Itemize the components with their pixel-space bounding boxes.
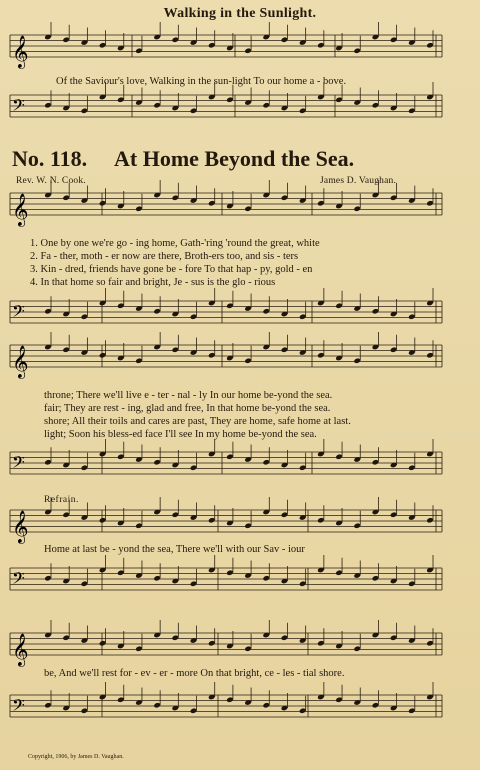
verse-line: fair; They are rest - ing, glad and free, In that home be-yond the sea. bbox=[44, 403, 331, 414]
verse-line: throne; There we'll live e - ter - nal - ly In our home be-yond the sea. bbox=[44, 390, 333, 401]
verse-line: shore; All their toils and cares are past, They are home, safe home at last. bbox=[44, 416, 351, 427]
staff bbox=[10, 288, 442, 325]
treble-clef-icon: 𝄞 bbox=[12, 510, 29, 543]
staff bbox=[10, 555, 442, 592]
treble-clef-icon: 𝄞 bbox=[12, 345, 29, 378]
refrain-line: be, And we'll rest for - ev - er - more On that bright, ce - les - tial shore. bbox=[44, 668, 345, 679]
staff bbox=[10, 620, 442, 667]
verse-line: light; Soon his bless-ed face I'll see In my home be-yond the sea. bbox=[44, 429, 317, 440]
hymn-number: No. 118. bbox=[12, 146, 88, 171]
verse-line: 2. Fa - ther, moth - er now are there, Broth-ers too, and sis - ters bbox=[30, 251, 299, 262]
staff bbox=[10, 22, 442, 69]
treble-clef-icon: 𝄞 bbox=[12, 193, 29, 226]
staff bbox=[10, 82, 442, 119]
treble-clef-icon: 𝄞 bbox=[12, 35, 29, 68]
staff bbox=[10, 682, 442, 719]
verse-line: 3. Kin - dred, friends have gone be - fore To that hap - py, gold - en bbox=[30, 264, 313, 275]
bass-clef-icon: 𝄢 bbox=[12, 452, 25, 476]
hymn-title: At Home Beyond the Sea. bbox=[114, 146, 355, 171]
staff bbox=[10, 439, 442, 476]
refrain-line: Home at last be - yond the sea, There we'll with our Sav - iour bbox=[44, 544, 305, 555]
copyright: Copyright, 1906, by James D. Vaughan. bbox=[28, 754, 124, 760]
running-title: Walking in the Sunlight. bbox=[163, 6, 317, 21]
bass-clef-icon: 𝄢 bbox=[12, 568, 25, 592]
music-credit: James D. Vaughan. bbox=[320, 176, 397, 186]
treble-clef-icon: 𝄞 bbox=[12, 633, 29, 666]
refrain-label: Refrain. bbox=[44, 495, 79, 505]
verse-line: 4. In that home so fair and bright, Je - sus is the glo - rious bbox=[30, 277, 276, 288]
words-credit: Rev. W. N. Cook. bbox=[16, 176, 86, 186]
staff bbox=[10, 332, 442, 379]
prev-hymn-lyric: Of the Saviour's love, Walking in the sun-light To our home a - bove. bbox=[56, 76, 347, 87]
bass-clef-icon: 𝄢 bbox=[12, 695, 25, 719]
verse-line: 1. One by one we're go - ing home, Gath-'ring 'round the great, white bbox=[30, 238, 320, 249]
bass-clef-icon: 𝄢 bbox=[12, 95, 25, 119]
bass-clef-icon: 𝄢 bbox=[12, 301, 25, 325]
staff bbox=[10, 180, 442, 227]
